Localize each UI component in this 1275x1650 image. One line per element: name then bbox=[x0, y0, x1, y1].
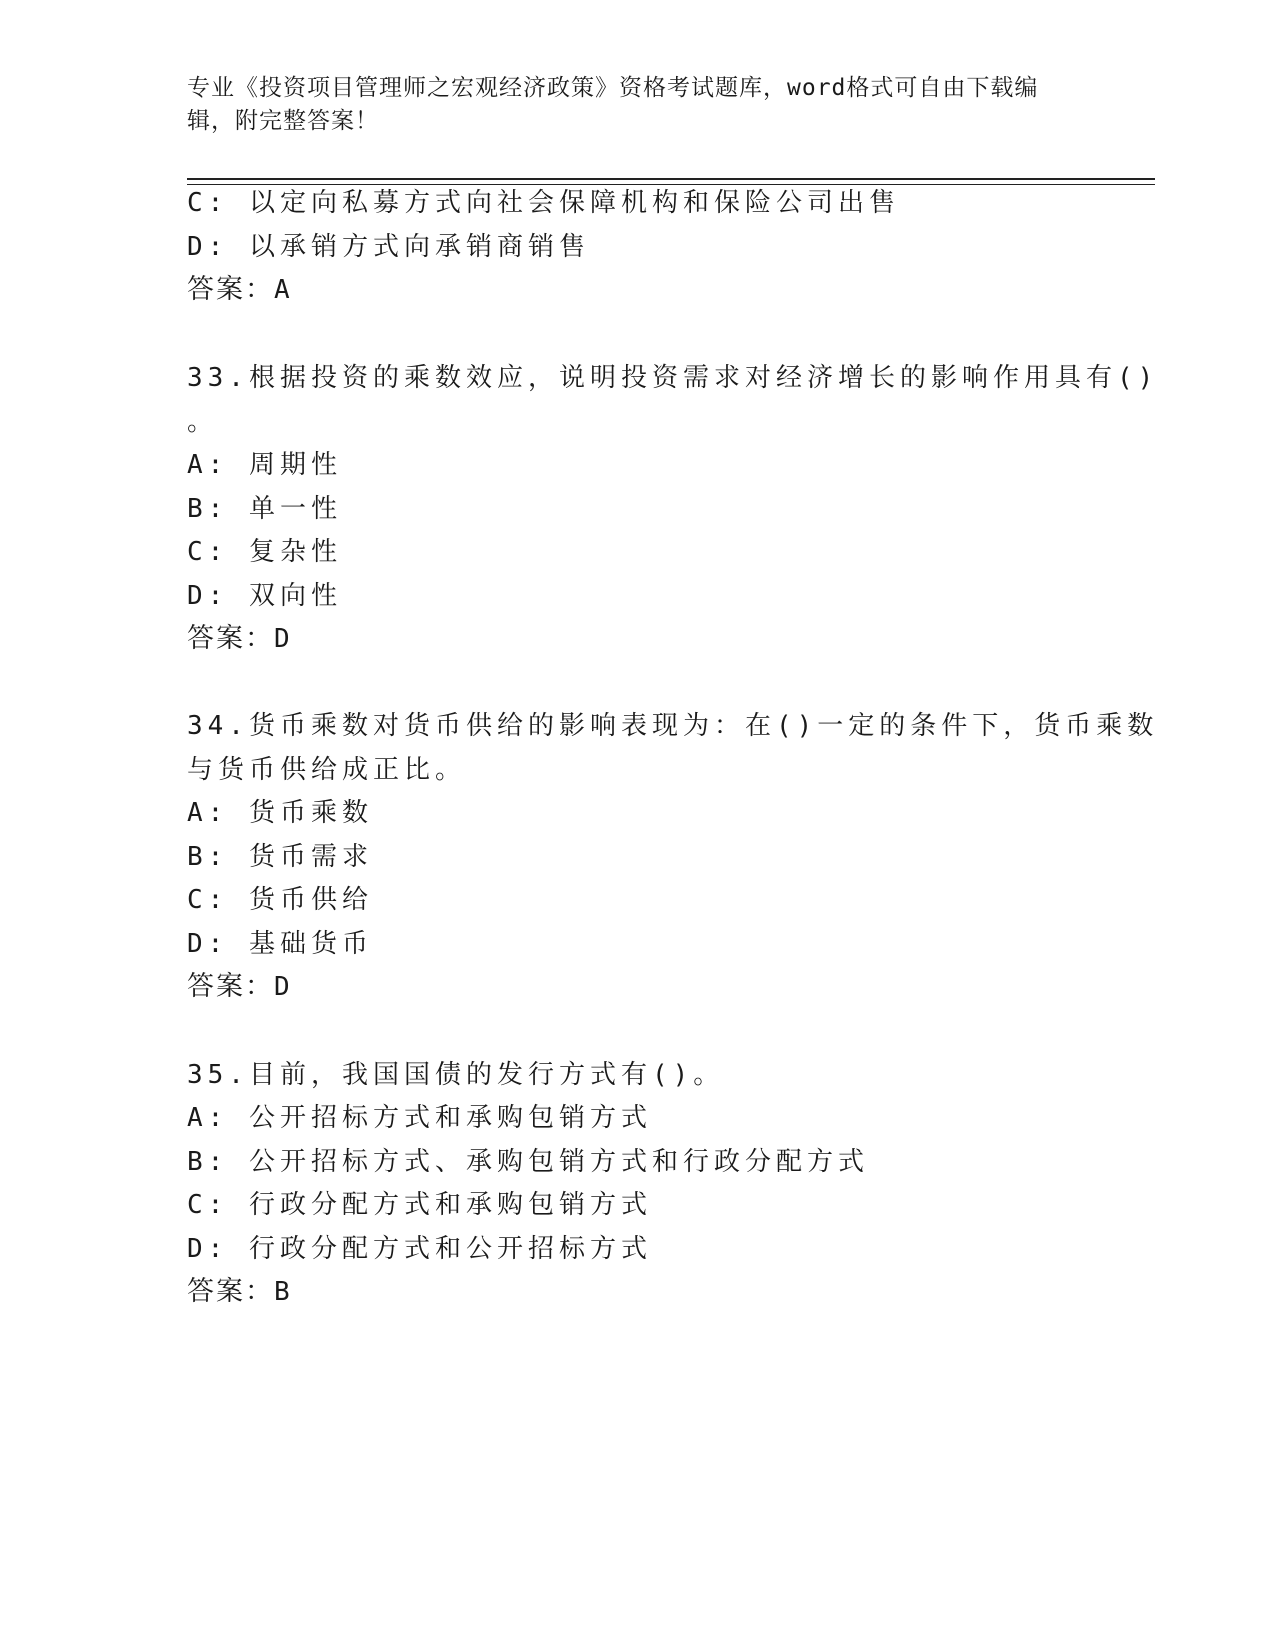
q33-stem-line1: 33.根据投资的乘数效应，说明投资需求对经济增长的影响作用具有() bbox=[187, 363, 1159, 393]
q34-option-a: A: 货币乘数 bbox=[187, 798, 373, 828]
q34-option-b: B: 货币需求 bbox=[187, 842, 373, 872]
q35-option-d: D: 行政分配方式和公开招标方式 bbox=[187, 1234, 652, 1264]
q33-option-d: D: 双向性 bbox=[187, 581, 342, 611]
header-divider-thick bbox=[187, 178, 1155, 180]
q33-answer bbox=[187, 622, 292, 656]
q32-answer bbox=[187, 273, 292, 307]
q33-option-a: A: 周期性 bbox=[187, 450, 342, 480]
header-divider-thin bbox=[187, 184, 1155, 185]
q34-option-d: D: 基础货币 bbox=[187, 929, 373, 959]
q33-stem-line2: 。 bbox=[187, 407, 219, 437]
q34-stem-line1: 34.货币乘数对货币供给的影响表现为：在()一定的条件下，货币乘数 bbox=[187, 711, 1159, 741]
answer-value: D bbox=[274, 972, 292, 1002]
q33-option-b: B: 单一性 bbox=[187, 494, 342, 524]
q32-option-d: D: 以承销方式向承销商销售 bbox=[187, 232, 590, 262]
answer-label: 答案： bbox=[187, 623, 274, 654]
q34-option-c: C: 货币供给 bbox=[187, 885, 373, 915]
answer-label: 答案： bbox=[187, 971, 274, 1002]
q33-option-c: C: 复杂性 bbox=[187, 537, 342, 567]
answer-value: D bbox=[274, 624, 292, 654]
answer-value: A bbox=[274, 275, 292, 305]
answer-label: 答案： bbox=[187, 274, 274, 305]
q34-answer bbox=[187, 970, 292, 1004]
q35-option-a: A: 公开招标方式和承购包销方式 bbox=[187, 1103, 652, 1133]
q35-option-b: B: 公开招标方式、承购包销方式和行政分配方式 bbox=[187, 1147, 869, 1177]
answer-value: B bbox=[274, 1277, 292, 1307]
answer-label: 答案： bbox=[187, 1276, 274, 1307]
q34-stem-line2: 与货币供给成正比。 bbox=[187, 755, 467, 785]
page-header: 专业《投资项目管理师之宏观经济政策》资格考试题库，word格式可自由下载编辑，附完整答案！ bbox=[187, 75, 1039, 134]
q35-answer bbox=[187, 1275, 292, 1309]
q35-stem-line1: 35.目前，我国国债的发行方式有()。 bbox=[187, 1060, 725, 1090]
q32-option-c: C: 以定向私募方式向社会保障机构和保险公司出售 bbox=[187, 188, 900, 218]
q35-option-c: C: 行政分配方式和承购包销方式 bbox=[187, 1190, 652, 1220]
